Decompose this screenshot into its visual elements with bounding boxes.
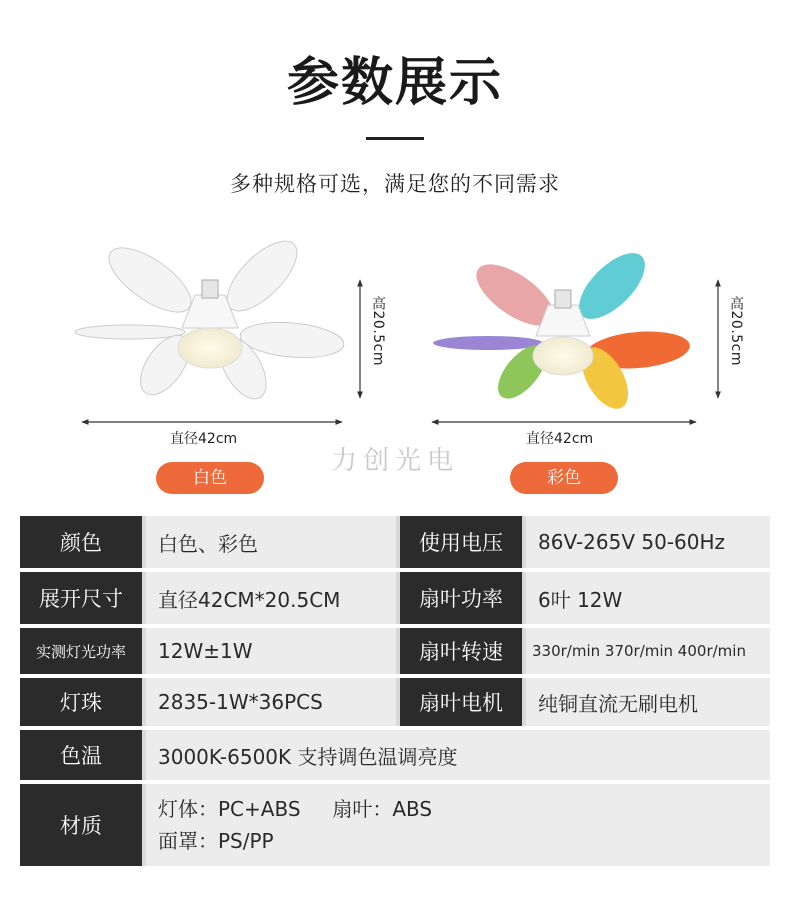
spec-label: 使用电压 [400, 516, 522, 568]
spec-label: 扇叶电机 [400, 678, 522, 726]
spec-row-material [20, 784, 770, 866]
page-subtitle: 多种规格可选，满足您的不同需求 [230, 172, 560, 196]
white-fan-image [75, 240, 345, 406]
spec-value [146, 784, 770, 866]
height-label-color: 高20.5cm [728, 296, 744, 367]
spec-row-color [20, 516, 770, 568]
spec-label: 扇叶功率 [400, 572, 522, 624]
diameter-label-white: 直径42cm [170, 431, 238, 447]
spec-label: 扇叶转速 [400, 628, 522, 674]
multicolor-tag: 彩色 [510, 462, 618, 494]
diameter-label-color: 直径42cm [526, 431, 594, 447]
spec-value: 12W±1W [146, 628, 396, 674]
spec-label: 材质 [20, 784, 142, 866]
spec-row-led [20, 678, 770, 726]
spec-value: 3000K-6500K 支持调色温调亮度 [146, 730, 770, 780]
spec-label: 实测灯光功率 [20, 628, 142, 674]
spec-label: 颜色 [20, 516, 142, 568]
material-line-1: 灯体：PC+ABS 扇叶：ABS [158, 797, 433, 821]
spec-row-color-temp [20, 730, 770, 780]
spec-row-light-power [20, 628, 770, 674]
title-divider [366, 137, 424, 140]
spec-value: 2835-1W*36PCS [146, 678, 396, 726]
spec-value: 纯铜直流无刷电机 [526, 678, 770, 726]
spec-value: 直径42CM*20.5CM [146, 572, 396, 624]
page-title: 参数展示 [286, 53, 503, 113]
spec-value: 白色、彩色 [146, 516, 396, 568]
spec-value: 6叶 12W [526, 572, 770, 624]
spec-label: 色温 [20, 730, 142, 780]
material-line-2: 面罩：PS/PP [158, 829, 274, 853]
white-color-tag: 白色 [156, 462, 264, 494]
spec-row-size [20, 572, 770, 624]
spec-label: 展开尺寸 [20, 572, 142, 624]
spec-label: 灯珠 [20, 678, 142, 726]
spec-value: 86V-265V 50-60Hz [526, 516, 770, 568]
watermark-text: 力创光电 [330, 446, 459, 476]
colored-fan-image [433, 242, 691, 416]
product-images [0, 240, 790, 440]
height-label-white: 高20.5cm [370, 296, 386, 367]
spec-value: 330r/min 370r/min 400r/min [526, 628, 770, 674]
